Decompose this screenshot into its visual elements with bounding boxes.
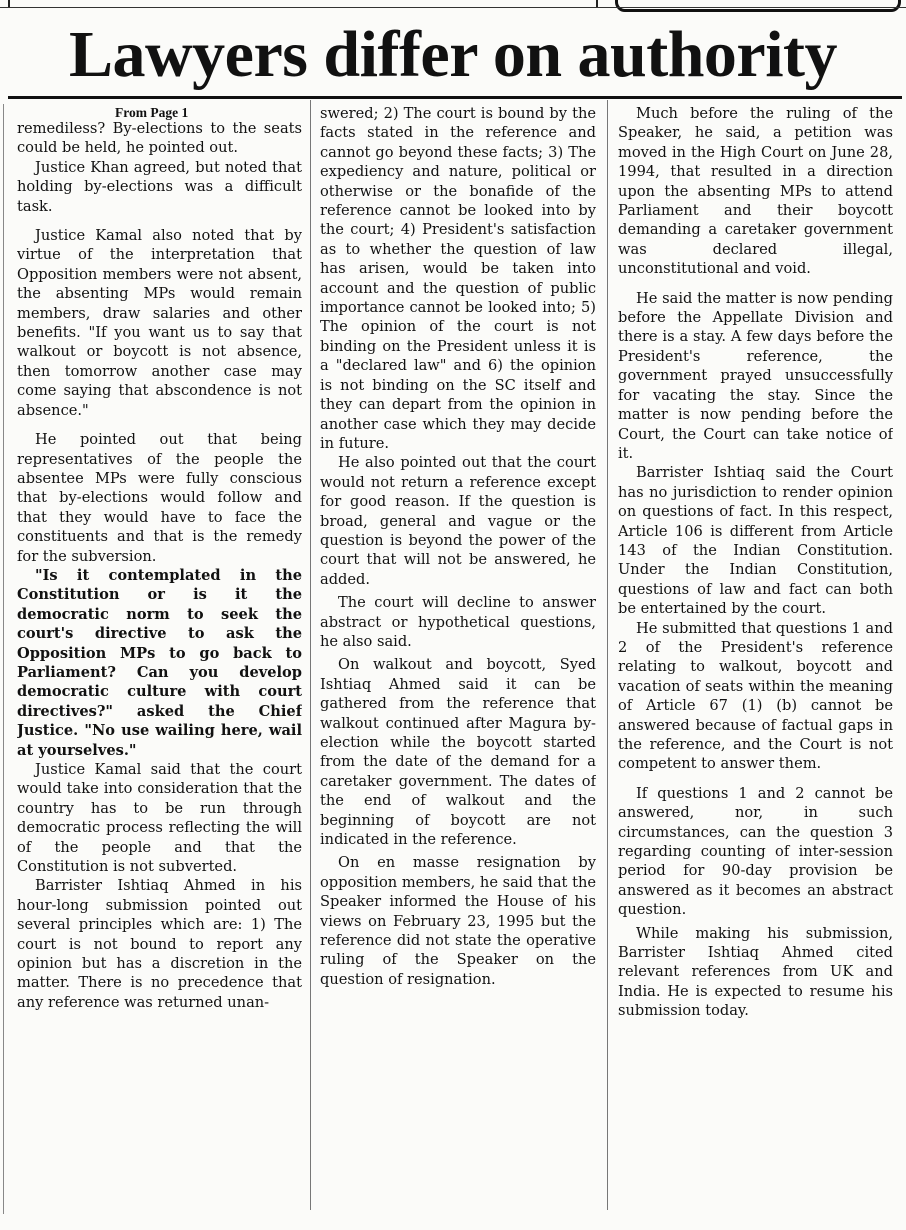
paragraph: Justice Kamal said that the court would take into consideration that the country has to be run through democratic process reflecting the will of the people and that the Constitution is not subverted. bbox=[17, 761, 302, 876]
paragraph: Much before the ruling of the Speaker, he said, a petition was moved in the High Court on June 28, 1994, that resulted in a direction upon the absenting MPs to attend Parliament and their boycott demanding a caretaker government was declared illegal, unconstitutional and void. bbox=[618, 105, 893, 278]
paragraph: Barrister Ishtiaq Ahmed in his hour-long submission pointed out several principles which are: 1) The court is not bound to report any opinion but has a discretion in the matter. There is no precedence that any reference was returned unan- bbox=[17, 877, 302, 1011]
paragraph: He said the matter is now pending before the Appellate Division and there is a stay. A few days before the President's reference, the government prayed unsuccessfully for vacating the stay. Since the matter is now pending before the Court, the Court can take notice of it. bbox=[618, 289, 893, 462]
headline-rule bbox=[8, 96, 902, 99]
paragraph: If questions 1 and 2 cannot be answered, nor, in such circumstances, can the question 3 regarding counting of inter-session period for 90-day provision be answered as it becomes an abstract question. bbox=[618, 784, 893, 919]
headline: Lawyers differ on authority bbox=[68, 18, 838, 91]
column-divider-2 bbox=[607, 100, 608, 1210]
paragraph: swered; 2) The court is bound by the facts stated in the reference and cannot go beyond these facts; 3) The expediency and nature, political or otherwise or the bonafide of the reference cannot be looked into by the court; 4) President's satisfaction as to whether the question of law has arisen, would be taken into account and the question of public importance cannot be looked into; 5) The opinion of the court is not binding on the President unless it is a "declared law" and 6) the opinion is not binding on the SC itself and they can depart from the opinion in another case which they may decide in future. bbox=[320, 105, 596, 452]
column-divider-1 bbox=[310, 100, 311, 1210]
paragraph: He pointed out that being representatives of the people the absentee MPs were fully conscious that by-elections would follow and that they would have to face the constituents and that is the remedy for the subversion. bbox=[17, 431, 302, 565]
paragraph: "Is it contemplated in the Constitution or is it the democratic norm to seek the court's directive to ask the Opposition MPs to go back to Parliament? Can you develop democratic culture with court directives?" asked the Chief Justice. "No use wailing here, wail at yourselves." bbox=[17, 566, 302, 759]
article-column-2 bbox=[320, 104, 596, 1214]
paragraph: remediless? By-elections to the seats could be held, he pointed out. bbox=[17, 120, 302, 157]
paragraph: Justice Khan agreed, but noted that holding by-elections was a difficult task. bbox=[17, 158, 302, 215]
top-line bbox=[0, 7, 906, 8]
paragraph: The court will decline to answer abstract or hypothetical questions, he also said. bbox=[320, 594, 596, 650]
article-column-3 bbox=[618, 104, 893, 1214]
paragraph: He also pointed out that the court would not return a reference except for good reason. If the question is broad, general and vague or the question is beyond the power of the court that will not be answered, he added. bbox=[320, 454, 596, 588]
top-box-decoration bbox=[615, 0, 901, 12]
paragraph: On walkout and boycott, Syed Ishtiaq Ahmed said it can be gathered from the reference that walkout continued after Magura by-election while the boycott started from the date of the demand for a caretaker government. The dates of the end of walkout and the beginning of boycott are not indicated in the reference. bbox=[320, 656, 596, 849]
paragraph: Barrister Ishtiaq said the Court has no jurisdiction to render opinion on questions of fact. In this respect, Article 106 is different from Article 143 of the Indian Constitution. Under the Indian Constitution, questions of law and fact can both be entertained by the court. bbox=[618, 464, 893, 618]
paragraph: He submitted that questions 1 and 2 of the President's reference relating to walkout, boycott and vacation of seats within the meaning of Article 67 (1) (b) cannot be answered because of factual gaps in the reference, and the Court is not competent to answer them. bbox=[618, 619, 893, 773]
left-margin-line bbox=[3, 104, 4, 1214]
paragraph: Justice Kamal also noted that by virtue of the interpretation that Opposition members were not absent, the absenting MPs would remain members, draw salaries and other benefits. "If you want us to say that walkout or boycott is not absence, then tomorrow another case may come saying that abscondence is not absence." bbox=[17, 227, 302, 419]
page-top-strip bbox=[0, 0, 906, 8]
paragraph: On en masse resignation by opposition members, he said that the Speaker informed the House of his views on February 23, 1995 but the reference did not state the operative ruling of the Speaker on the question of resignation. bbox=[320, 854, 596, 988]
paragraph: While making his submission, Barrister Ishtiaq Ahmed cited relevant references from UK and India. He is expected to resume his submission today. bbox=[618, 924, 893, 1020]
continued-from-label: From Page 1 bbox=[115, 105, 189, 120]
article-column-1 bbox=[17, 104, 302, 1214]
